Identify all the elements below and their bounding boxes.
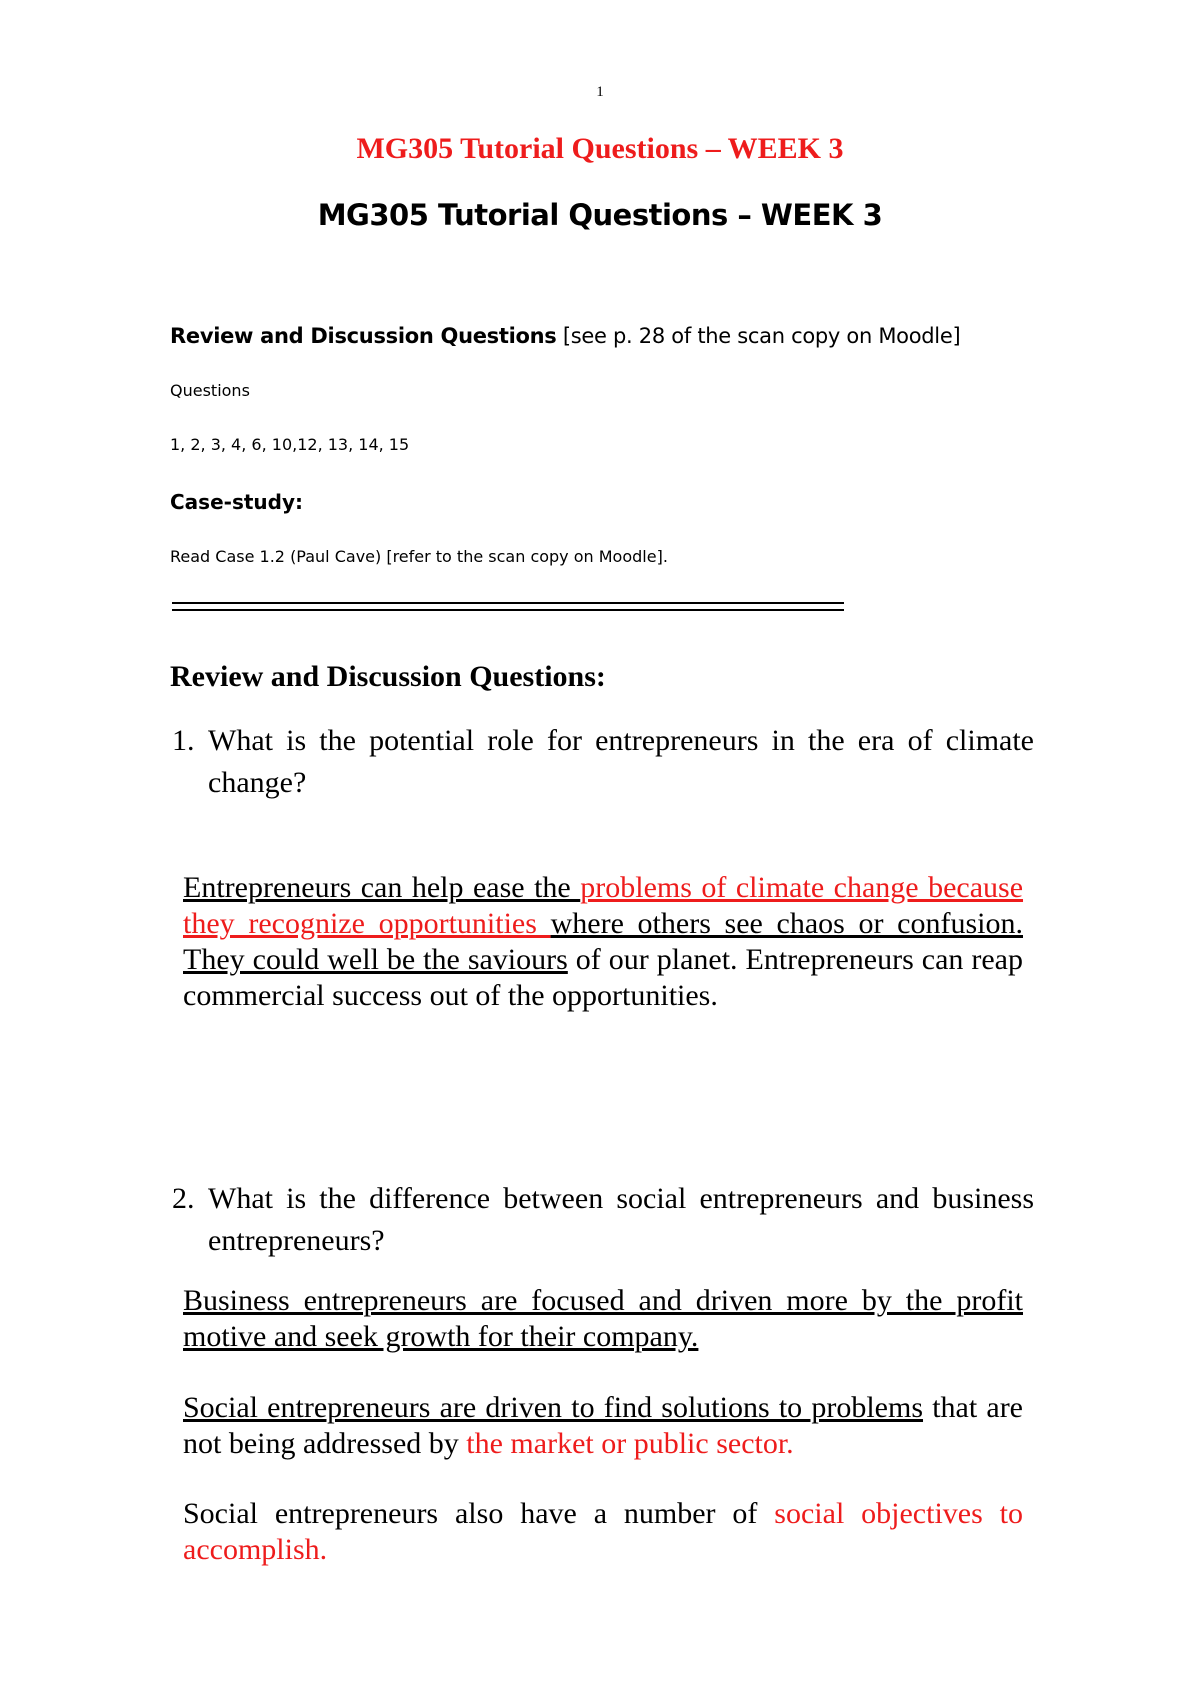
- case-study-text: Read Case 1.2 (Paul Cave) [refer to the scan copy on Moodle].: [170, 547, 668, 566]
- double-line-separator: [172, 602, 844, 611]
- review-questions-reference: [170, 324, 960, 348]
- answer-2-text: Business entrepreneurs are focused and driven more by the profit motive and seek growth for their company.: [183, 1284, 1023, 1353]
- answer-1-part-2: problems of climate change because they recognize opportunities: [183, 871, 1024, 940]
- answer-2-social: [183, 1390, 1023, 1462]
- document-title: MG305 Tutorial Questions – WEEK 3: [317, 198, 883, 232]
- answer-1: [183, 870, 1023, 1014]
- answer-2-social-part-1: Social entrepreneurs are driven to find solutions to problems: [183, 1391, 924, 1424]
- question-2: [172, 1178, 1034, 1262]
- answer-1-part-4: of our planet. Entrepreneurs can reap commercial success out of the opportunities.: [183, 943, 1023, 1012]
- review-questions-source: [see p. 28 of the scan copy on Moodle]: [556, 324, 961, 348]
- question-2-text: What is the difference between social entrepreneurs and business entrepreneurs?: [208, 1182, 1034, 1257]
- page-number: 1: [596, 84, 604, 100]
- document-title-red: MG305 Tutorial Questions – WEEK 3: [356, 132, 844, 165]
- section-heading: Review and Discussion Questions:: [170, 660, 606, 693]
- answer-2-objectives-part-1: Social entrepreneurs also have a number of: [183, 1497, 775, 1530]
- answer-2-social-part-3: the market or public sector.: [466, 1427, 794, 1460]
- answer-1-part-3: where others see chaos or confusion. They could well be the saviours: [183, 907, 1023, 976]
- question-numbers: 1, 2, 3, 4, 6, 10,12, 13, 14, 15: [170, 435, 410, 454]
- answer-2-social-objectives: [183, 1496, 1023, 1568]
- question-2-number: 2.: [172, 1182, 195, 1215]
- review-questions-label: Review and Discussion Questions: [170, 324, 557, 348]
- answer-2-objectives-part-2: social objectives to accomplish.: [183, 1497, 1023, 1566]
- answer-1-part-1: Entrepreneurs can help ease the: [183, 871, 581, 904]
- case-study-heading: Case-study:: [170, 490, 303, 514]
- questions-label: Questions: [170, 381, 250, 400]
- question-1-number: 1.: [172, 724, 195, 757]
- answer-2-social-part-2: that are not being addressed by: [183, 1391, 1024, 1460]
- question-1-text: What is the potential role for entrepreneurs in the era of climate change?: [208, 724, 1034, 799]
- question-1: [172, 720, 1034, 804]
- answer-2-business: [183, 1283, 1023, 1355]
